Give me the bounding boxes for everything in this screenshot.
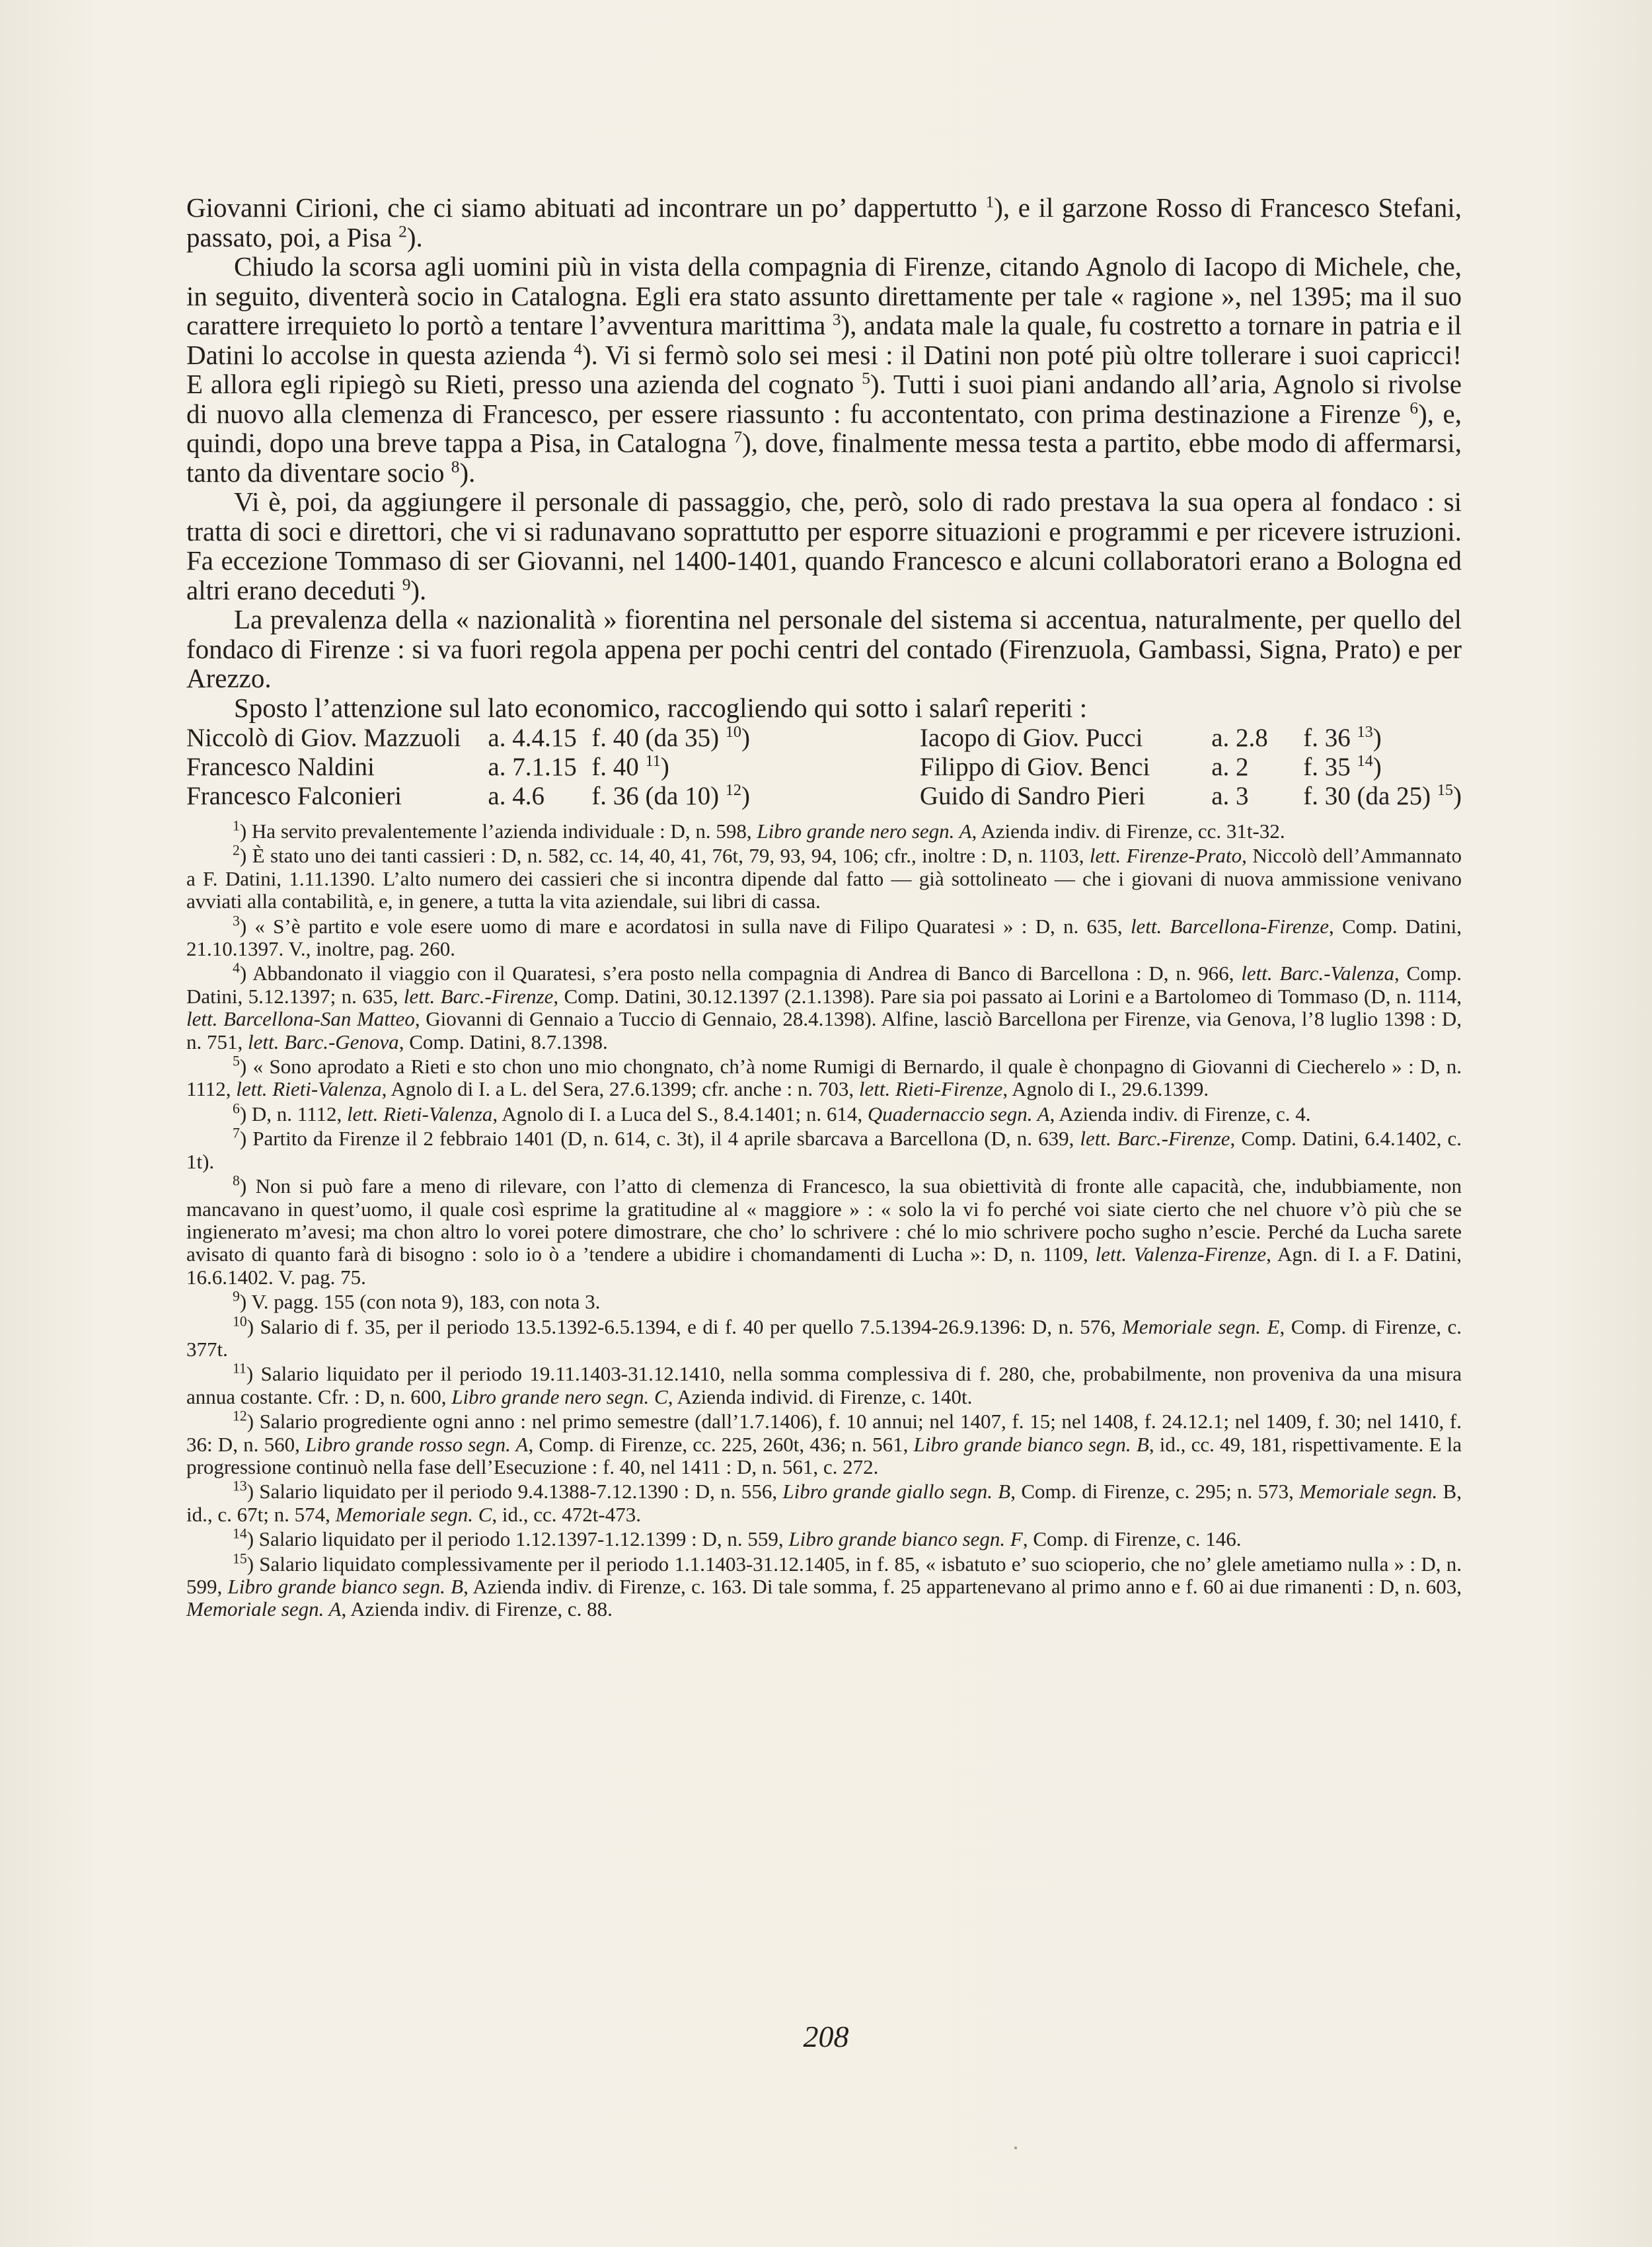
- footnote: $^{15}$) Salario liquidato complessivamente per il periodo 1.1.1403-31.12.1405, in f. 85, « isbatuto e’ suo scioperio, che no’ glele ametiamo nulla » : D, n. 599, Libro grande bianco segn. B, Azienda indiv. di Firenze, c. 163. Di tale somma, f. 25 appartenevano al primo anno e f. 60 ai due rimanenti : D, n. 603, Memoriale segn. A, Azienda indiv. di Firenze, c. 88.: [186, 1550, 1462, 1621]
- salary-amount: f. 40 $^{11}$): [591, 752, 669, 781]
- footnote-number: $^6$): [233, 1100, 252, 1125]
- service-years: a. 2: [1211, 753, 1249, 781]
- italic-citation: Libro grande nero segn. C: [451, 1385, 668, 1408]
- footnote: $^7$) Partito da Firenze il 2 febbraio 1401 (D, n. 614, c. 3t), il 4 aprile sbarcava a Barcellona (D, n. 639, lett. Barc.-Firenze, Comp. Datini, 6.4.1402, c. 1t).: [186, 1125, 1462, 1173]
- footnote: $^4$) Abbandonato il viaggio con il Quaratesi, s’era posto nella compagnia di Andrea di Banco di Barcellona : D, n. 966, lett. Barc.-Valenza, Comp. Datini, 5.12.1397; n. 635, lett. Barc.-Firenze, Comp. Datini, 30.12.1397 (2.1.1398). Pare sia poi passato ai Lorini e a Bartolomeo di Tommaso (D, n. 1114, lett. Barcellona-San Matteo, Giovanni di Gennaio a Tuccio di Gennaio, 28.4.1398). Alfine, lasciò Barcellona per Firenze, via Genova, l’8 luglio 1398 : D, n. 751, lett. Barc.-Genova, Comp. Datini, 8.7.1398.: [186, 960, 1462, 1053]
- footnote: $^{14}$) Salario liquidato per il periodo 1.12.1397-1.12.1399 : D, n. 559, Libro grande bianco segn. F, Comp. di Firenze, c. 146.: [233, 1525, 1242, 1551]
- employee-name: Iacopo di Giov. Pucci: [919, 724, 1143, 752]
- footnote-number: $^{10}$): [233, 1313, 260, 1338]
- footnote-number: $^9$): [233, 1288, 252, 1314]
- footnote-number: $^{15}$): [233, 1550, 260, 1576]
- salary-amount: f. 30 (da 25) $^{15}$): [1303, 781, 1462, 810]
- italic-citation: Libro grande bianco segn. B: [913, 1432, 1149, 1456]
- italic-citation: lett. Barcellona-San Matteo: [186, 1007, 415, 1031]
- service-years: a. 4.6: [488, 782, 544, 810]
- footnote-number: $^5$): [233, 1053, 253, 1079]
- italic-citation: lett. Rieti-Valenza: [347, 1102, 493, 1125]
- footnote-number: $^1$): [233, 818, 252, 843]
- italic-citation: Memoriale segn.: [1299, 1480, 1438, 1504]
- service-years: a. 4.4.15: [488, 724, 577, 752]
- italic-citation: Libro grande giallo segn. B: [782, 1480, 1011, 1504]
- salary-amount: f. 36 $^{13}$): [1303, 723, 1382, 752]
- salary-row: [186, 782, 1462, 811]
- footnote: $^{13}$) Salario liquidato per il periodo 9.4.1388-7.12.1390 : D, n. 556, Libro grande giallo segn. B, Comp. di Firenze, c. 295; n. 573, Memoriale segn. B, id., c. 67t; n. 574, Memoriale segn. C, id., cc. 472t-473.: [186, 1478, 1462, 1526]
- italic-citation: Quadernaccio segn. A: [867, 1102, 1050, 1125]
- salary-row: [186, 724, 1462, 753]
- italic-citation: lett. Valenza-Firenze: [1095, 1242, 1267, 1266]
- salary-amount: f. 35 $^{14}$): [1303, 752, 1382, 781]
- footnote-ref: 9: [402, 574, 411, 593]
- footnote: $^6$) D, n. 1112, lett. Rieti-Valenza, Agnolo di I. a Luca del S., 8.4.1401; n. 614, Quadernaccio segn. A, Azienda indiv. di Firenze, c. 4.: [233, 1100, 1311, 1125]
- footnote: $^8$) Non si può fare a meno di rilevare, con l’atto di clemenza di Francesco, la sua obiettività di fronte alle capacità, che, indubbiamente, non mancavano in quest’uomo, il quale così esprime la gratitudine al « maggiore » : « solo la vi fo perché voi siate cierto che nel chuore v’ò più che se ingienerato m’avesi; ma chon altro lo vorei potere dimostrare, che cho’ lo schrivere : ché lo mio schrivere pocho sugho n’escie. Perché da Lucha sarete avisato di quanto farà di bisogno : solo io ò a ’tendere a ubidire i chomandamenti di Lucha »: D, n. 1109, lett. Valenza-Firenze, Agn. di I. a F. Datini, 16.6.1402. V. pag. 75.: [186, 1172, 1462, 1289]
- footnote: $^{12}$) Salario progrediente ogni anno : nel primo semestre (dall’1.7.1406), f. 10 annui; nel 1407, f. 15; nel 1408, f. 24.12.1; nel 1409, f. 30; nel 1410, f. 36: D, n. 560, Libro grande rosso segn. A, Comp. di Firenze, cc. 225, 260t, 436; n. 561, Libro grande bianco segn. B, id., cc. 49, 181, rispettivamente. E la progressione continuò nella fase dell’Esecuzione : f. 40, nel 1411 : D, n. 561, c. 272.: [186, 1408, 1462, 1478]
- salary-table: [186, 724, 1462, 811]
- footnote-number: $^{11}$): [233, 1361, 261, 1386]
- employee-name: Niccolò di Giov. Mazzuoli: [186, 724, 461, 752]
- body-paragraph-2: Chiudo la scorsa agli uomini più in vista della compagnia di Firenze, citando Agnolo di Iacopo di Michele, che, in seguito, diventerà socio in Catalogna. Egli era stato assunto direttamente per tale « ragione », nel 1395; ma il suo carattere irrequieto lo portò a tentare l’avventura marittima $^3$), andata male la quale, fu costretto a tornare in patria e il Datini lo accolse in questa azienda $^4$). Vi si fermò solo sei mesi : il Datini non poté più oltre tollerare i suoi capricci! E allora egli ripiegò su Rieti, presso una azienda del cognato $^5$). Tutti i suoi piani andando all’aria, Agnolo si rivolse di nuovo alla clemenza di Francesco, per essere riassunto : fu accontentato, con prima destinazione a Firenze $^6$), e, quindi, dopo una breve tappa a Pisa, in Catalogna $^7$), dove, finalmente messa testa a partito, ebbe modo di affermarsi, tanto da diventare socio $^8$).: [186, 251, 1462, 488]
- footnotes: [186, 820, 1462, 1621]
- footnote: $^5$) « Sono aprodato a Rieti e sto chon uno mio chongnato, ch’à nome Rumigi di Bernardo, il quale è chonpagno di Giovanni di Ciecherelo » : D, n. 1112, lett. Rieti-Valenza, Agnolo di I. a L. del Sera, 27.6.1399; cfr. anche : n. 703, lett. Rieti-Firenze, Agnolo di I., 29.6.1399.: [186, 1053, 1462, 1101]
- footnote: $^2$) È stato uno dei tanti cassieri : D, n. 582, cc. 14, 40, 41, 76t, 79, 93, 94, 106; cfr., inoltre : D, n. 1103, lett. Firenze-Prato, Niccolò dell’Ammannato a F. Datini, 1.11.1390. L’alto numero dei cassieri che si incontra dipende dal fatto — già sottolineato — che i giovani di nuova ammissione venivano avviati alla contabilità, e, in genere, a tutta la vita aziendale, sui libri di cassa.: [186, 843, 1462, 913]
- page-number: 208: [803, 2020, 849, 2053]
- footnote-ref: 11: [645, 752, 661, 770]
- footnote-ref: 6: [1409, 398, 1419, 417]
- service-years: a. 3: [1211, 782, 1249, 810]
- footnote-ref: 15: [1437, 781, 1453, 799]
- salary-row: [186, 753, 1462, 782]
- footnote-ref: 14: [1357, 752, 1373, 770]
- body-paragraph-5: Sposto l’attenzione sul lato economico, raccogliendo qui sotto i salarî reperiti :: [234, 692, 1088, 723]
- employee-name: Francesco Naldini: [186, 753, 375, 781]
- footnote-ref: 2: [398, 221, 407, 241]
- italic-citation: Memoriale segn. C: [335, 1502, 492, 1526]
- footnote-number: $^{13}$): [233, 1478, 260, 1504]
- italic-citation: lett. Barc.-Genova: [248, 1030, 399, 1053]
- footnote: $^1$) Ha servito prevalentemente l’azienda individuale : D, n. 598, Libro grande nero segn. A, Azienda indiv. di Firenze, cc. 31t-32.: [233, 818, 1285, 843]
- italic-citation: Memoriale segn. E: [1121, 1314, 1280, 1338]
- footnote-ref: 12: [725, 781, 742, 799]
- footnote-ref: 1: [985, 192, 995, 211]
- salary-amount: f. 36 (da 10) $^{12}$): [591, 781, 751, 810]
- service-years: a. 2.8: [1211, 724, 1268, 752]
- body-paragraph-1: Giovanni Cirioni, che ci siamo abituati ad incontrare un po’ dappertutto $^1$), e il garzone Rosso di Francesco Stefani, passato, poi, a Pisa $^2$).: [186, 192, 1462, 252]
- italic-citation: lett. Firenze-Prato: [1089, 844, 1242, 868]
- footnote-number: $^{12}$): [233, 1408, 260, 1433]
- italic-citation: Libro grande bianco segn. B: [227, 1575, 464, 1598]
- page-content: [186, 193, 1462, 1623]
- footnote-ref: 4: [574, 339, 582, 358]
- footnote: $^{10}$) Salario di f. 35, per il periodo 13.5.1392-6.5.1394, e di f. 40 per quello 7.5.1394-26.9.1396: D, n. 576, Memoriale segn. E, Comp. di Firenze, c. 377t.: [186, 1313, 1462, 1361]
- footnote-number: $^3$): [233, 913, 255, 938]
- italic-citation: Libro grande bianco segn. F: [788, 1527, 1023, 1551]
- italic-citation: lett. Rieti-Valenza: [236, 1077, 382, 1101]
- footnote-number: $^2$): [233, 843, 252, 868]
- footnote: $^3$) « S’è partito e vole esere uomo di mare e acordatosi in sulla nave di Filipo Quaratesi » : D, n. 635, lett. Barcellona-Firenze, Comp. Datini, 21.10.1397. V., inoltre, pag. 260.: [186, 913, 1462, 961]
- footnote-ref: 7: [733, 428, 743, 447]
- salary-amount: f. 40 (da 35) $^{10}$): [591, 723, 751, 752]
- italic-citation: Memoriale segn. A: [186, 1597, 342, 1621]
- footnote: $^9$) V. pagg. 155 (con nota 9), 183, con nota 3.: [233, 1288, 601, 1314]
- italic-citation: lett. Barcellona-Firenze: [1130, 914, 1329, 938]
- employee-name: Filippo di Giov. Benci: [919, 753, 1150, 781]
- italic-citation: Libro grande nero segn. A: [757, 819, 972, 843]
- body-paragraph-4: La prevalenza della « nazionalità » fiorentina nel personale del sistema si accentua, naturalmente, per quello del fondaco di Firenze : si va fuori regola appena per pochi centri del contado (Firenzuola, Gambassi, Signa, Prato) e per Arezzo.: [186, 604, 1462, 693]
- employee-name: Francesco Falconieri: [186, 782, 402, 810]
- italic-citation: lett. Barc.-Valenza: [1241, 962, 1394, 985]
- footnote-ref: 10: [725, 723, 742, 741]
- employee-name: Guido di Sandro Pieri: [919, 782, 1146, 810]
- body-paragraph-3: Vi è, poi, da aggiungere il personale di passaggio, che, però, solo di rado prestava la sua opera al fondaco : si tratta di soci e direttori, che vi si radunavano soprattutto per esporre situazioni e programmi e per ricevere istruzioni. Fa eccezione Tommaso di ser Giovanni, nel 1400-1401, quando Francesco e alcuni collaboratori erano a Bologna ed altri erano deceduti $^9$).: [186, 486, 1462, 605]
- footnote-number: $^{14}$): [233, 1525, 259, 1551]
- italic-citation: Libro grande rosso segn. A: [305, 1432, 529, 1456]
- footnote-ref: 8: [451, 457, 460, 476]
- italic-citation: lett. Rieti-Firenze: [858, 1077, 1003, 1101]
- italic-citation: lett. Barc.-Firenze: [403, 984, 554, 1008]
- service-years: a. 7.1.15: [488, 753, 577, 781]
- footnote-number: $^7$): [233, 1125, 253, 1151]
- paper-speck: [1014, 2147, 1017, 2149]
- italic-citation: lett. Barc.-Firenze: [1080, 1127, 1230, 1151]
- footnote-number: $^8$): [233, 1172, 256, 1198]
- footnote-ref: 5: [862, 369, 870, 388]
- footnote: $^{11}$) Salario liquidato per il periodo 19.11.1403-31.12.1410, nella somma complessiva di f. 280, che, probabilmente, non proveniva da una misura annua costante. Cfr. : D, n. 600, Libro grande nero segn. C, Azienda individ. di Firenze, c. 140t.: [186, 1361, 1462, 1408]
- footnote-ref: 3: [832, 310, 841, 329]
- footnote-ref: 13: [1357, 723, 1373, 741]
- footnote-number: $^4$): [233, 960, 253, 985]
